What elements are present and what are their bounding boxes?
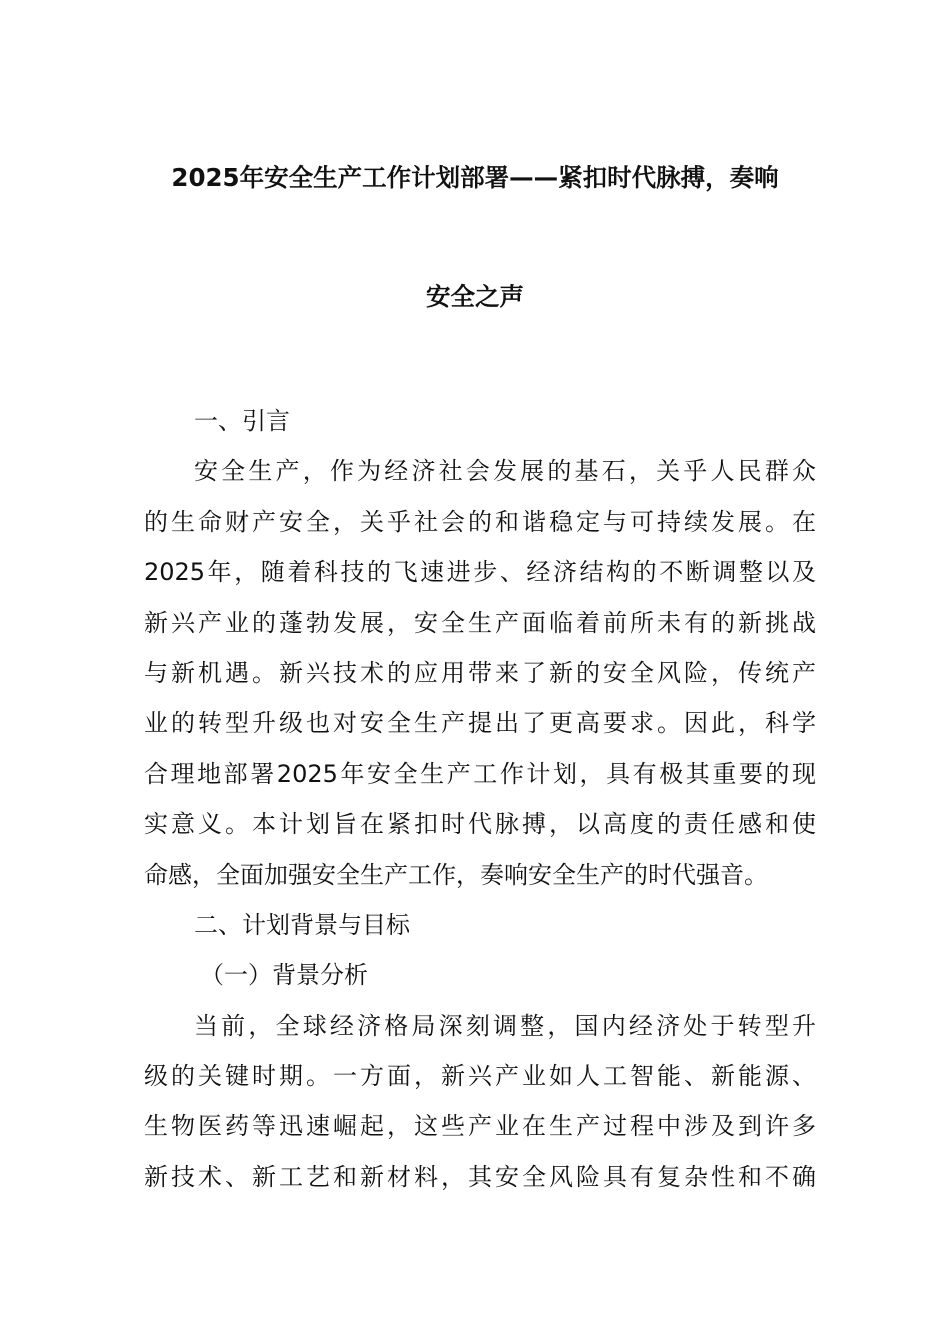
paragraph-line: 生物医药等迅速崛起，这些产业在生产过程中涉及到许多 [144, 1112, 816, 1141]
paragraph-line: 安全生产，作为经济社会发展的基石，关乎人民群众 [194, 457, 816, 486]
document-title-line-1: 2025年安全生产工作计划部署——紧扣时代脉搏，奏响 [171, 163, 779, 192]
paragraph-line: 合理地部署2025年安全生产工作计划，具有极其重要的现 [144, 759, 816, 788]
paragraph-line: 2025年，随着科技的飞速进步、经济结构的不断调整以及 [144, 558, 816, 587]
section-heading-intro: 一、引言 [194, 407, 290, 435]
paragraph-line: 与新机遇。新兴技术的应用带来了新的安全风险，传统产 [144, 658, 816, 687]
document-title-line-2: 安全之声 [426, 282, 524, 311]
paragraph-line: 业的转型升级也对安全生产提出了更高要求。因此，科学 [144, 709, 816, 738]
paragraph-line: 实意义。本计划旨在紧扣时代脉搏，以高度的责任感和使 [144, 810, 816, 839]
section-heading-background: 二、计划背景与目标 [194, 910, 410, 939]
paragraph-line: 新兴产业的蓬勃发展，安全生产面临着前所未有的新挑战 [144, 608, 816, 637]
subsection-heading-background-analysis: （一）背景分析 [200, 961, 368, 990]
paragraph-line: 当前，全球经济格局深刻调整，国内经济处于转型升 [194, 1011, 816, 1040]
paragraph-line: 的生命财产安全，关乎社会的和谐稳定与可持续发展。在 [144, 507, 816, 536]
paragraph-line: 命感，全面加强安全生产工作，奏响安全生产的时代强音。 [144, 860, 768, 889]
paragraph-line: 新技术、新工艺和新材料，其安全风险具有复杂性和不确 [144, 1162, 816, 1191]
document-body [144, 396, 816, 1202]
paragraph-line: 级的关键时期。一方面，新兴产业如人工智能、新能源、 [144, 1062, 816, 1091]
